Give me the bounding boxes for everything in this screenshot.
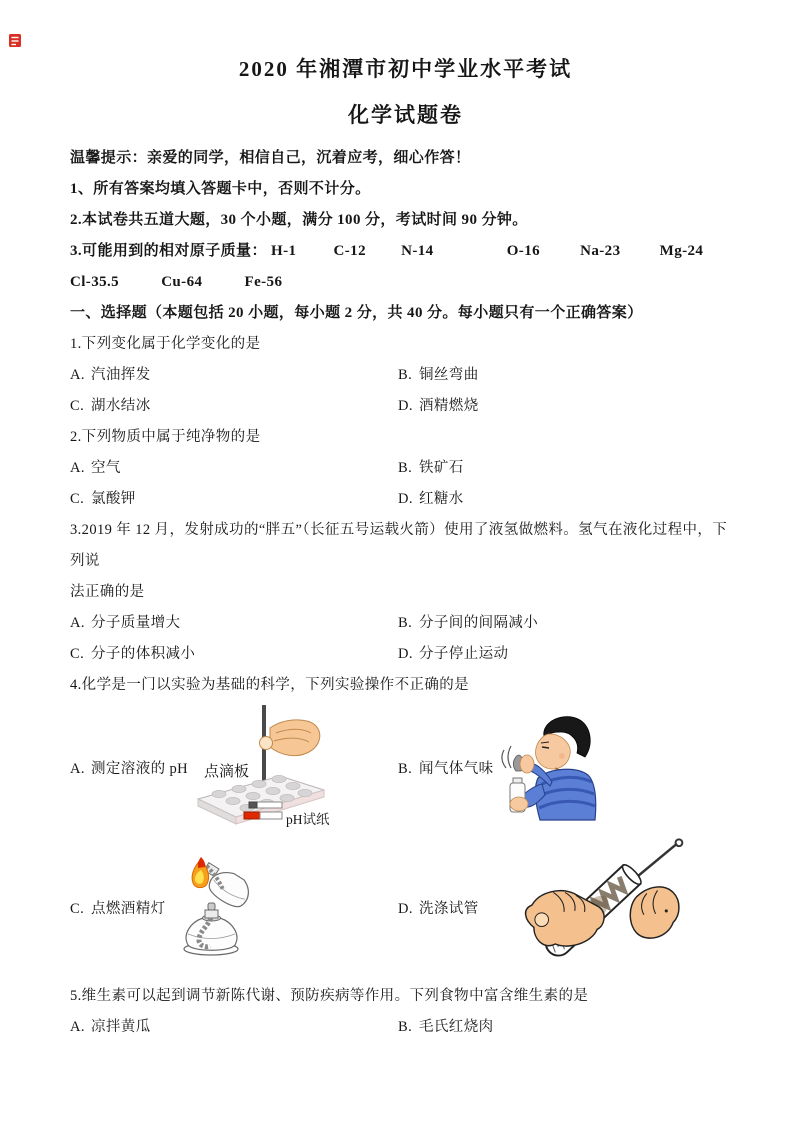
option-3a-text: 分子质量增大 xyxy=(91,615,181,631)
option-1c-text: 湖水结冰 xyxy=(91,398,151,414)
option-3a xyxy=(70,608,398,639)
option-5b xyxy=(398,1012,494,1043)
question-3-options-cd xyxy=(70,639,741,670)
option-1b xyxy=(398,360,479,391)
section-1-header: 一、选择题（本题包括 20 小题，每小题 2 分，共 40 分。每小题只有一个正确答案） xyxy=(70,305,643,321)
option-4a-text: 测定溶液的 pH xyxy=(91,760,189,777)
question-2-stem: 2.下列物质中属于纯净物的是 xyxy=(70,429,261,445)
warm-tip: 温馨提示：亲爱的同学，相信自己，沉着应考，细心作答！ xyxy=(70,150,471,166)
option-2d xyxy=(398,484,464,515)
option-2a-text: 空气 xyxy=(91,460,121,476)
question-1 xyxy=(70,329,741,422)
atomic-mass-N: N-14 xyxy=(401,243,434,259)
option-1d xyxy=(398,391,479,422)
atomic-mass-Cl: Cl-35.5 xyxy=(70,274,120,290)
ph-paper-label: pH试纸 xyxy=(286,812,330,827)
option-4d xyxy=(398,833,688,981)
notice-3-atomic-masses xyxy=(70,236,741,267)
option-2c xyxy=(70,484,398,515)
question-3-stem-line1: 3.2019 年 12 月，发射成功的“胖五”（长征五号运载火箭）使用了液氢做燃料。氢气在液化过程中，下列说 xyxy=(70,522,728,569)
option-2b-letter: B. xyxy=(398,460,413,476)
option-5a xyxy=(70,1012,398,1043)
option-2c-text: 氯酸钾 xyxy=(91,491,136,507)
question-1-options-ab xyxy=(70,360,741,391)
corner-red-mark-icon xyxy=(8,33,22,48)
question-4 xyxy=(70,670,741,981)
exam-subtitle: 化学试题卷 xyxy=(348,103,463,127)
option-3c-letter: C. xyxy=(70,646,85,662)
option-4a xyxy=(70,701,398,833)
wash-tube-illustration xyxy=(483,834,688,980)
brush-ring-icon xyxy=(675,839,682,846)
atomic-mass-Cu: Cu-64 xyxy=(161,274,203,290)
question-3 xyxy=(70,515,741,670)
option-1d-letter: D. xyxy=(398,398,413,414)
flame-icon xyxy=(192,857,209,888)
option-2b-text: 铁矿石 xyxy=(419,460,464,476)
option-4c xyxy=(70,833,398,981)
option-4c-text: 点燃酒精灯 xyxy=(91,900,166,917)
option-3b-text: 分子间的间隔减小 xyxy=(419,615,539,631)
option-4c-letter: C. xyxy=(70,900,85,917)
option-4b xyxy=(398,701,598,833)
option-4a-letter: A. xyxy=(70,760,85,777)
question-4-options-ab xyxy=(70,701,741,833)
option-1c xyxy=(70,391,398,422)
question-1-options-cd xyxy=(70,391,741,422)
question-2 xyxy=(70,422,741,515)
boy-icon xyxy=(510,717,596,820)
notice-3-atomic-masses-line2 xyxy=(70,267,741,298)
option-3b-letter: B. xyxy=(398,615,413,631)
option-1b-text: 铜丝弯曲 xyxy=(419,367,479,383)
option-3c xyxy=(70,639,398,670)
atomic-mass-Na: Na-23 xyxy=(580,243,621,259)
option-4a-label xyxy=(70,757,188,778)
option-3d-text: 分子停止运动 xyxy=(419,646,509,662)
option-5a-text: 凉拌黄瓜 xyxy=(91,1019,151,1035)
option-2d-text: 红糖水 xyxy=(419,491,464,507)
option-3a-letter: A. xyxy=(70,615,85,631)
option-2c-letter: C. xyxy=(70,491,85,507)
question-5 xyxy=(70,981,741,1043)
option-4b-letter: B. xyxy=(398,760,413,777)
question-3-options-ab xyxy=(70,608,741,639)
question-4-options-cd xyxy=(70,833,741,981)
standing-lamp-icon xyxy=(184,903,238,955)
atomic-mass-label: 3.可能用到的相对原子质量： xyxy=(70,243,267,259)
option-4b-label xyxy=(398,757,494,778)
ph-test-illustration xyxy=(192,702,342,832)
option-4c-label xyxy=(70,897,166,918)
notice-2: 2.本试卷共五道大题，30 个小题，满分 100 分，考试时间 90 分钟。 xyxy=(70,212,528,228)
option-1b-letter: B. xyxy=(398,367,413,383)
question-1-stem: 1.下列变化属于化学变化的是 xyxy=(70,336,261,352)
option-1c-letter: C. xyxy=(70,398,85,414)
option-4d-letter: D. xyxy=(398,900,413,917)
right-hand-icon xyxy=(630,887,679,938)
option-3b xyxy=(398,608,538,639)
atomic-mass-Fe: Fe-56 xyxy=(244,274,283,290)
option-2a xyxy=(70,453,398,484)
smell-gas-illustration xyxy=(498,712,598,822)
atomic-mass-O: O-16 xyxy=(506,243,540,259)
option-4d-label xyxy=(398,897,479,918)
option-4b-text: 闻气体气味 xyxy=(419,760,494,777)
option-5a-letter: A. xyxy=(70,1019,85,1035)
notice-1: 1、所有答案均填入答题卡中，否则不计分。 xyxy=(70,181,371,197)
atomic-mass-H: H-1 xyxy=(271,243,297,259)
exam-title: 2020 年湘潭市初中学业水平考试 xyxy=(238,57,573,81)
option-1a-letter: A. xyxy=(70,367,85,383)
option-2d-letter: D. xyxy=(398,491,413,507)
option-5b-letter: B. xyxy=(398,1019,413,1035)
option-2b xyxy=(398,453,464,484)
atomic-mass-C: C-12 xyxy=(333,243,366,259)
option-1d-text: 酒精燃烧 xyxy=(419,398,479,414)
option-1a-text: 汽油挥发 xyxy=(91,367,151,383)
question-5-stem: 5.维生素可以起到调节新陈代谢、预防疾病等作用。下列食物中富含维生素的是 xyxy=(70,988,589,1004)
option-2a-letter: A. xyxy=(70,460,85,476)
question-2-options-ab xyxy=(70,453,741,484)
spot-plate-label: 点滴板 xyxy=(204,764,250,780)
option-3c-text: 分子的体积减小 xyxy=(91,646,196,662)
question-5-options-ab xyxy=(70,1012,741,1043)
hand-icon xyxy=(260,720,320,756)
question-2-options-cd xyxy=(70,484,741,515)
option-5b-text: 毛氏红烧肉 xyxy=(419,1019,494,1035)
option-4d-text: 洗涤试管 xyxy=(419,900,479,917)
atomic-mass-Mg: Mg-24 xyxy=(659,243,704,259)
option-1a xyxy=(70,360,398,391)
option-3d xyxy=(398,639,508,670)
question-3-stem-line2: 法正确的是 xyxy=(70,584,145,600)
question-4-stem: 4.化学是一门以实验为基础的科学，下列实验操作不正确的是 xyxy=(70,677,470,693)
motion-lines-icon xyxy=(501,746,510,768)
option-3d-letter: D. xyxy=(398,646,413,662)
alcohol-lamp-illustration xyxy=(170,857,265,957)
